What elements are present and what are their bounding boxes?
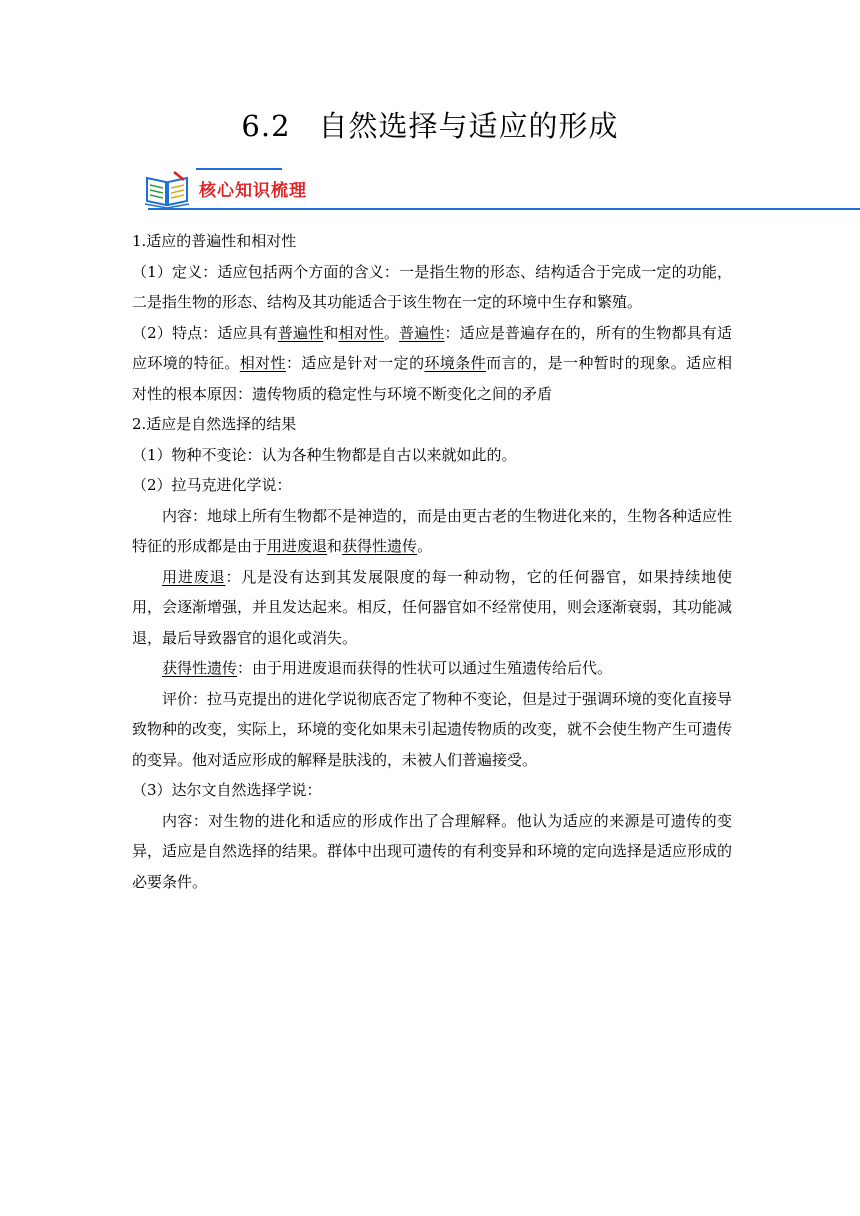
term-universality: 普遍性 [277,323,324,342]
heading-2: 2.适应是自然选择的结果 [132,415,297,433]
banner-bottom-rule [148,208,860,210]
section-number: 6.2 [241,109,291,143]
paragraph-use-disuse: 用进废退：凡是没有达到其发展限度的每一种动物，它的任何器官，如果持续地使用，会逐渐增强，并且发达起来。相反，任何器官如不经常使用，则会逐渐衰弱，其功能减退，最后导致器官的退化或消失。 [132,567,733,647]
banner-top-rule [196,168,282,170]
paragraph-acquired: 获得性遗传：由于用进废退而获得的性状可以通过生殖遗传给后代。 [162,659,613,677]
term-relativity-2: 相对性 [239,354,286,372]
open-book-icon [144,170,190,208]
term-environment: 环境条件 [424,354,487,372]
heading-1: 1.适应的普遍性和相对性 [132,232,297,250]
term-relativity: 相对性 [338,323,384,342]
page-title [0,104,860,145]
section-title: 自然选择与适应的形成 [318,109,619,143]
document-body [132,226,732,897]
paragraph-species-fixity: （1）物种不变论：认为各种生物都是自古以来就如此的。 [132,445,517,464]
term-universality-2: 普遍性 [399,323,445,342]
paragraph-definition: （1）定义：适应包括两个方面的含义：一是指生物的形态、结构适合于完成一定的功能，二是指生物的形态、结构及其功能适合于该生物在一定的环境中生存和繁殖。 [132,262,732,311]
paragraph-darwin-content: 内容：对生物的进化和适应的形成作出了合理解释。他认为适应的来源是可遗传的变异，适应是自然选择的结果。群体中出现可遗传的有利变异和环境的定向选择是适应形成的必要条件。 [132,811,733,891]
term-use-disuse-2: 用进废退 [162,567,226,586]
section-banner [144,164,860,216]
paragraph-lamarck-content: 内容：地球上所有生物都不是神造的，而是由更古老的生物进化来的，生物各种适应性特征的形成都是由于用进废退和获得性遗传。 [132,506,733,555]
term-acquired-inheritance: 获得性遗传 [342,537,418,555]
paragraph-darwin-heading: （3）达尔文自然选择学说： [132,781,322,799]
paragraph-evaluation: 评价：拉马克提出的进化学说彻底否定了物种不变论，但是过于强调环境的变化直接导致物种的改变，实际上，环境的变化如果未引起遗传物质的改变，就不会使生物产生可遗传的变异。他对适应形成的解释是肤浅的，未被人们普遍接受。 [132,689,733,769]
paragraph-characteristics: （2）特点：适应具有普遍性和相对性。普遍性：适应是普遍存在的，所有的生物都具有适应环境的特征。相对性：适应是针对一定的环境条件而言的，是一种暂时的现象。适应相对性的根本原因：遗传物质的稳定性与环境不断变化之间的矛盾 [132,323,732,403]
paragraph-lamarck-heading: （2）拉马克进化学说： [132,476,292,494]
term-use-disuse: 用进废退 [267,537,328,555]
banner-label: 核心知识梳理 [199,181,307,201]
term-acquired-inheritance-2: 获得性遗传 [162,659,238,677]
